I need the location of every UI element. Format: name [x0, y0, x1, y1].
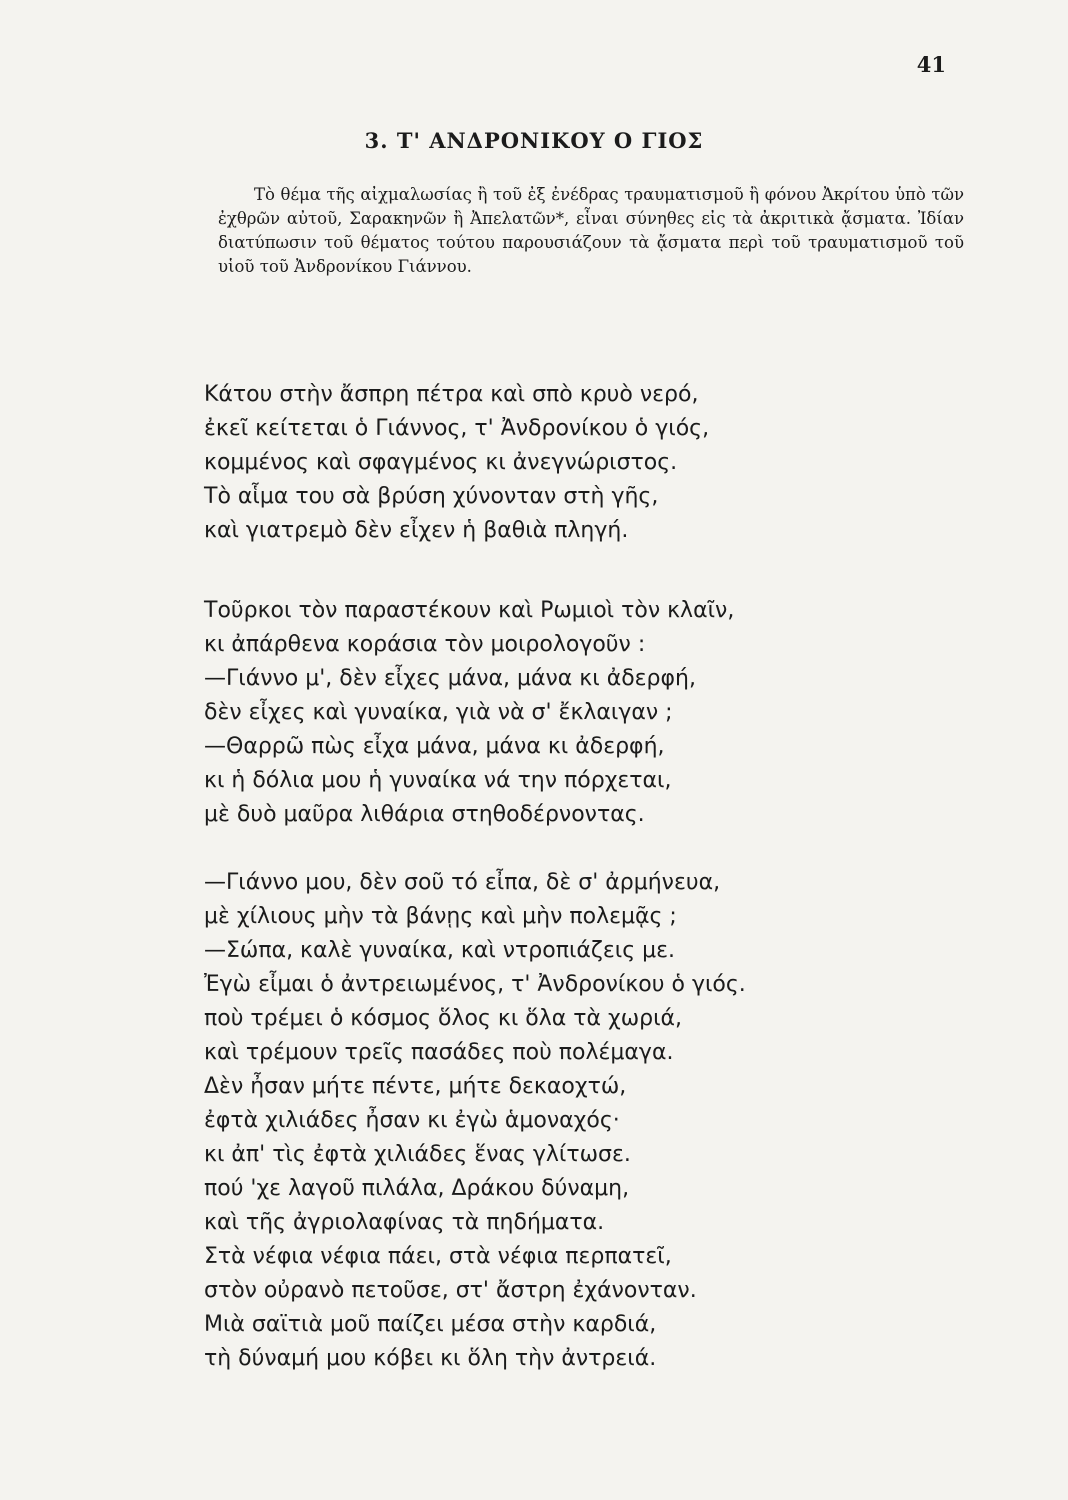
stanza-1: [204, 378, 709, 548]
verse-line: Μιὰ σαϊτιὰ μοῦ παίζει μέσα στὴν καρδιά,: [204, 1312, 657, 1337]
verse-line: μὲ χίλιους μὴν τὰ βάνῃς καὶ μὴν πολεμᾷς ;: [204, 904, 677, 929]
verse-line: Ἐγὼ εἶμαι ὁ ἀντρειωμένος, τ' Ἀνδρονίκου ὁ γιός.: [204, 972, 746, 997]
stanza-3: [204, 866, 746, 1376]
verse-line: στὸν οὐρανὸ πετοῦσε, στ' ἄστρη ἐχάνονταν.: [204, 1278, 697, 1303]
page-number: 41: [916, 52, 946, 77]
verse-line: Τὸ αἷμα του σὰ βρύση χύνονταν στὴ γῆς,: [204, 484, 659, 509]
verse-line: Στὰ νέφια νέφια πάει, στὰ νέφια περπατεῖ,: [204, 1244, 672, 1269]
verse-line: ἐφτὰ χιλιάδες ἦσαν κι ἐγὼ ἁμοναχός·: [204, 1108, 620, 1133]
verse-line: κομμένος καὶ σφαγμένος κι ἀνεγνώριστος.: [204, 450, 678, 475]
verse-line: καὶ γιατρεμὸ δὲν εἶχεν ἡ βαθιὰ πληγή.: [204, 518, 629, 543]
verse-line: —Σώπα, καλὲ γυναίκα, καὶ ντροπιάζεις με.: [204, 938, 676, 963]
verse-line: τὴ δύναμή μου κόβει κι ὅλη τὴν ἀντρειά.: [204, 1346, 657, 1371]
verse-line: Δὲν ἦσαν μήτε πέντε, μήτε δεκαοχτώ,: [204, 1074, 627, 1099]
verse-line: Τοῦρκοι τὸν παραστέκουν καὶ Ρωμιοὶ τὸν κλαῖν,: [204, 598, 735, 623]
verse-line: Κάτου στὴν ἄσπρη πέτρα καὶ σπὸ κρυὸ νερό,: [204, 382, 699, 407]
stanza-2: [204, 594, 734, 832]
verse-line: κι ἡ δόλια μου ἡ γυναίκα νά την πόρχεται,: [204, 768, 672, 793]
verse-line: —Γιάννο μου, δὲν σοῦ τό εἶπα, δὲ σ' ἀρμήνευα,: [204, 870, 721, 895]
verse-line: —Θαρρῶ πὼς εἶχα μάνα, μάνα κι ἀδερφή,: [204, 734, 665, 759]
verse-line: πού 'χε λαγοῦ πιλάλα, Δράκου δύναμη,: [204, 1176, 630, 1201]
verse-line: ἐκεῖ κείτεται ὁ Γιάννος, τ' Ἀνδρονίκου ὁ γιός,: [204, 416, 710, 441]
verse-line: μὲ δυὸ μαῦρα λιθάρια στηθοδέρνοντας.: [204, 802, 645, 827]
verse-line: ποὺ τρέμει ὁ κόσμος ὅλος κι ὅλα τὰ χωριά,: [204, 1006, 683, 1031]
verse-line: —Γιάννο μ', δὲν εἶχες μάνα, μάνα κι ἀδερφή,: [204, 666, 696, 691]
verse-line: καὶ τῆς ἀγριολαφίνας τὰ πηδήματα.: [204, 1210, 605, 1235]
verse-line: κι ἀπ' τὶς ἐφτὰ χιλιάδες ἕνας γλίτωσε.: [204, 1142, 631, 1167]
verse-line: καὶ τρέμουν τρεῖς πασάδες ποὺ πολέμαγα.: [204, 1040, 674, 1065]
verse-line: κι ἀπάρθενα κοράσια τὸν μοιρολογοῦν :: [204, 632, 646, 657]
page-title: 3. Τ' ΑΝΔΡΟΝΙΚΟΥ Ο ΓΙΟΣ: [364, 128, 704, 153]
intro-paragraph: Τὸ θέμα τῆς αἰχμαλωσίας ἢ τοῦ ἐξ ἐνέδρας τραυματισμοῦ ἢ φόνου Ἀκρίτου ὑπὸ τῶν ἐχθρῶν αὐτοῦ, Σαρακηνῶν ἢ Ἀπελατῶν*, εἶναι σύνηθες εἰς τὰ ἀκριτικὰ ᾄσματα. Ἰδίαν διατύπωσιν τοῦ θέματος τούτου παρουσιάζουν τὰ ᾄσματα περὶ τοῦ τραυματισμοῦ τοῦ υἱοῦ τοῦ Ἀνδρονίκου Γιάννου.: [218, 185, 964, 276]
verse-line: δὲν εἶχες καὶ γυναίκα, γιὰ νὰ σ' ἔκλαιγαν ;: [204, 700, 673, 725]
